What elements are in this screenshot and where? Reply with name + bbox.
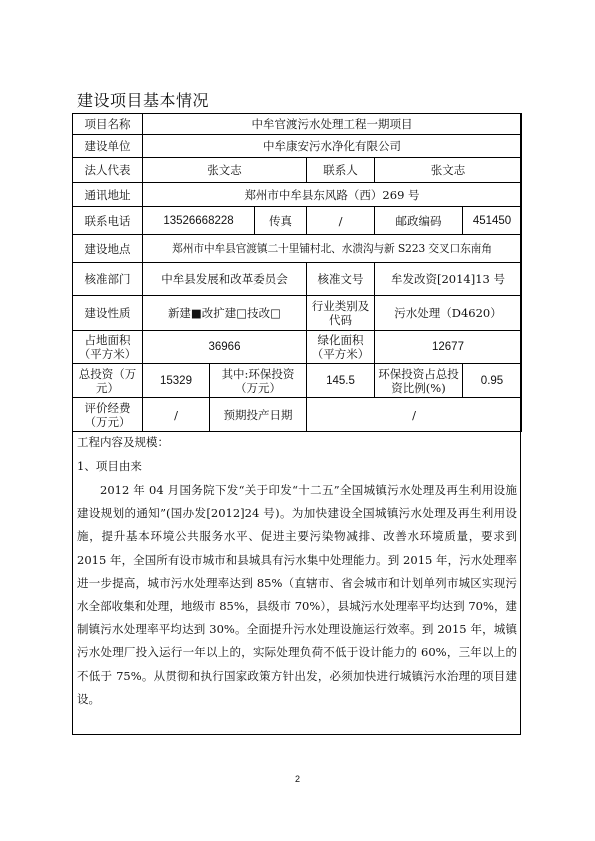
label-project-name: 项目名称 — [73, 114, 143, 135]
value-zip: 451450 — [463, 207, 522, 235]
label-phone: 联系电话 — [73, 207, 143, 235]
value-org: 中牟康安污水净化有限公司 — [143, 135, 522, 158]
label-approval-dept: 核准部门 — [73, 263, 143, 296]
label-legal: 法人代表 — [73, 158, 143, 183]
value-area: 36966 — [143, 331, 307, 364]
content-heading: 工程内容及规模： — [77, 435, 169, 449]
value-approval-dept: 中牟县发展和改革委员会 — [143, 263, 307, 296]
value-green-area: 12677 — [375, 331, 522, 364]
background-paragraph: 2012 年 04 月国务院下发“关于印发“十二五”全国城镇污水处理及再生利用设施建设规划的通知”(国办发[2012]24 号)。为加快建设全国城镇污水处理及再生利用设施，提升基本环境公共服务水平、促进主要污染物减排、改善水环境质量，要求到 2015 年，全国所有设市城市和县城具有污水集中处理能力。到 2015 年，污水处理率进一步提高，城市污水处理率达到 85%（直辖市、省会城市和计划单列市城区实现污水全部收集和处理，地级市 85%，县级市 70%），县城污水处理率平均达到 70%，建制镇污水处理率平均达到 30%。全面提升污水处理设施运行效率。到 2015 年，城镇污水处理厂投入运行一年以上的，实际处理负荷不低于设计能力的 60%，三年以上的不低于 75%。从贯彻和执行国家政策方针出发，必须加快进行城镇污水治理的项目建设。 — [77, 483, 517, 706]
value-address: 郑州市中牟县东风路（西）269 号 — [143, 183, 522, 207]
label-industry: 行业类别及代码 — [307, 296, 375, 331]
section-title: 建设项目基本情况 — [77, 91, 210, 110]
label-area: 占地面积（平方米） — [73, 331, 143, 364]
label-nature: 建设性质 — [73, 296, 143, 331]
label-fax: 传真 — [255, 207, 307, 235]
value-phone: 13526668228 — [143, 207, 255, 235]
value-project-name: 中牟官渡污水处理工程一期项目 — [143, 114, 522, 135]
value-approval-no: 牟发改资[2014]13 号 — [375, 263, 522, 296]
label-zip: 邮政编码 — [375, 207, 463, 235]
value-legal: 张文志 — [143, 158, 307, 183]
label-address: 通讯地址 — [73, 183, 143, 207]
value-industry: 污水处理（D4620） — [375, 296, 522, 331]
label-env-ratio: 环保投资占总投资比例(%) — [375, 364, 463, 398]
value-contact: 张文志 — [375, 158, 522, 183]
value-nature: 新建■改扩建□技改□ — [143, 296, 307, 331]
value-eval-fee: / — [143, 398, 210, 432]
value-production-date: / — [307, 398, 522, 432]
label-total-investment: 总投资（万元） — [73, 364, 143, 398]
label-contact: 联系人 — [307, 158, 375, 183]
value-env-investment: 145.5 — [307, 364, 375, 398]
label-env-investment: 其中:环保投资（万元） — [210, 364, 307, 398]
label-eval-fee: 评价经费（万元） — [73, 398, 143, 432]
label-production-date: 预期投产日期 — [210, 398, 307, 432]
section-heading: 1、项目由来 — [77, 459, 142, 473]
label-green-area: 绿化面积（平方米） — [307, 331, 375, 364]
value-fax: / — [307, 207, 375, 235]
label-site: 建设地点 — [73, 235, 143, 263]
project-content — [77, 432, 517, 711]
label-org: 建设单位 — [73, 135, 143, 158]
project-info-table — [72, 113, 522, 432]
page-number: 2 — [294, 774, 300, 784]
value-total-investment: 15329 — [143, 364, 210, 398]
label-approval-no: 核准文号 — [307, 263, 375, 296]
value-env-ratio: 0.95 — [463, 364, 522, 398]
value-site: 郑州市中牟县官渡镇二十里铺村北、水溃沟与新 S223 交叉口东南角 — [143, 235, 522, 263]
